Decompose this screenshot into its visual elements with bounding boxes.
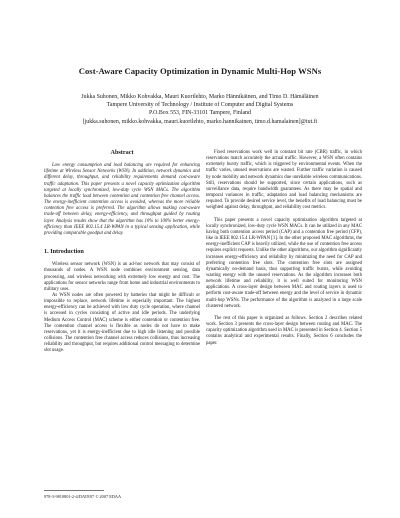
- left-column: [44, 150, 200, 355]
- paper-title: Cost-Aware Capacity Optimization in Dynamic Multi-Hop WSNs: [78, 66, 322, 76]
- intro-paragraph-2: As WSN nodes are often powered by batteries that might be difficult or impossible to replace, network lifetime is especially important. The highest energy-efficiency can be achieved with low duty cycle operation, where channel is accessed in cycles consisting of active and idle periods. The underlying Medium Access Control (MAC) scheme is either contention or contention free. The contention channel access is flexible as nodes do not have to make reservations, yet it is energy-inefficient due to high idle listening and possible collisions. The contention free channel access reduces collisions, thus increasing reliability and throughput, but requires additional control messaging to determine slot usage.: [44, 292, 200, 354]
- footer-rule: [44, 490, 104, 491]
- author-address: P.O.Box 553, FIN-33101 Tampere, Finland: [149, 110, 251, 117]
- introduction-heading: 1. Introduction: [44, 248, 84, 256]
- footer-copyright: 978-3-9810801-2-4/DATE07 © 2007 EDAA: [44, 494, 122, 499]
- author-affiliation: Tampere University of Technology / Institute of Computer and Digital Systems: [106, 102, 294, 109]
- abstract-heading: Abstract: [110, 149, 134, 156]
- abstract-text: Low energy consumption and load balancing are required for enhancing lifetime at Wireless Sensor Networks (WSN). In addition, network dynamics and different delay, throughput, and reliability requirements demand cost-aware traffic adaptation. This paper presents a novel capacity optimization algorithm targeted at locally synchronized, low-duty cycle WSN MACs. The algorithm balances the traffic load between contention and contention free channel access. The energy-inefficient contention access is avoided, whereas the more reliable contention free access is preferred. The algorithm allows making cost-aware trade-off between delay, energy-efficiency, and throughput guided by routing layer. Analysis results show that the algorithm has 10% to 100% better energy-efficiency than IEEE 802.15.4 LR-WPAN in a typical sensing application, while providing comparable goodput and delay.: [44, 163, 200, 236]
- intro-paragraph-3: Fixed reservations work well in constant bit rate (CBR) traffic, in which reservations match accurately the actual traffic. However, a WSN often contains extremely bursty traffic, which is triggered by environmental events. When the traffic varies, unused reservations are wasted. Further traffic variation is caused by node mobility and network dynamics due unreliable wireless communications. Still, reservations should be supported, since certain applications, such as surveillance data, require bandwidth guarantees. As there may be spatial and temporal variances in traffic, adaptation and load balancing mechanisms are required. To provide desired service level, the benefits of load balancing must be weighted against delay, throughput, and reliability cost metrics.: [206, 150, 362, 211]
- right-column: [206, 150, 362, 347]
- author-emails: [jukka.suhonen, mikko.kohvakka, mauri.kuorilehto, marko.hannikainen, timo.d.hamalainen]@tut.fi: [82, 118, 318, 125]
- intro-paragraph-5: The rest of this paper is organized as follows. Section 2 describes related work. Section 3 presents the cross-layer design between routing and MAC. The capacity optimization algorithm used in MAC is presented in Section 4. Section 5 contains analytical and experimental results. Finally, Section 6 concludes the paper.: [206, 315, 362, 346]
- author-block: [0, 93, 400, 126]
- intro-paragraph-1: Wireless sensor network (WSN) is an ad-hoc network that may consist of thousands of nodes. A WSN node combines environment sensing, data processing, and wireless networking with extremely low energy and cost. The applications for sensor networks range from home and industrial environments to military uses.: [44, 262, 200, 292]
- author-names: Jukka Suhonen, Mikko Kohvakka, Mauri Kuorilehto, Marko Hännikäinen, and Timo D. Hämäläinen: [81, 94, 319, 100]
- intro-paragraph-4: This paper presents a novel capacity optimization algorithm targeted at locally synchronized, low-duty cycle WSN MACs. It can be utilized in any MAC having both contention access period (CAP) and a contention free period (CFP), like in IEEE 802.15.4 LR-WPAN [1]. In the other proposed MAC algorithms, the energy-inefficient CAP is heavily utilized, while the use of contention free access requires explicit requests. Unlike the other algorithms, our algorithm significantly increases energy-efficiency and reliability by minimizing the need for CAP and preferring contention free slots. The contention free slots are assigned dynamically on-demand basis, thus supporting traffic bursts, while avoiding wasting energy with the unused reservations. As the algorithm increases both network lifetime and reliability, it is well suited for monitoring WSN applications. A cross-layer design between MAC and routing layers is used to perform cost-aware trade-off between energy and the level of service in dynamic multi-hop WSNs. The performance of the algorithm is analyzed in a large scale clustered network.: [206, 217, 362, 309]
